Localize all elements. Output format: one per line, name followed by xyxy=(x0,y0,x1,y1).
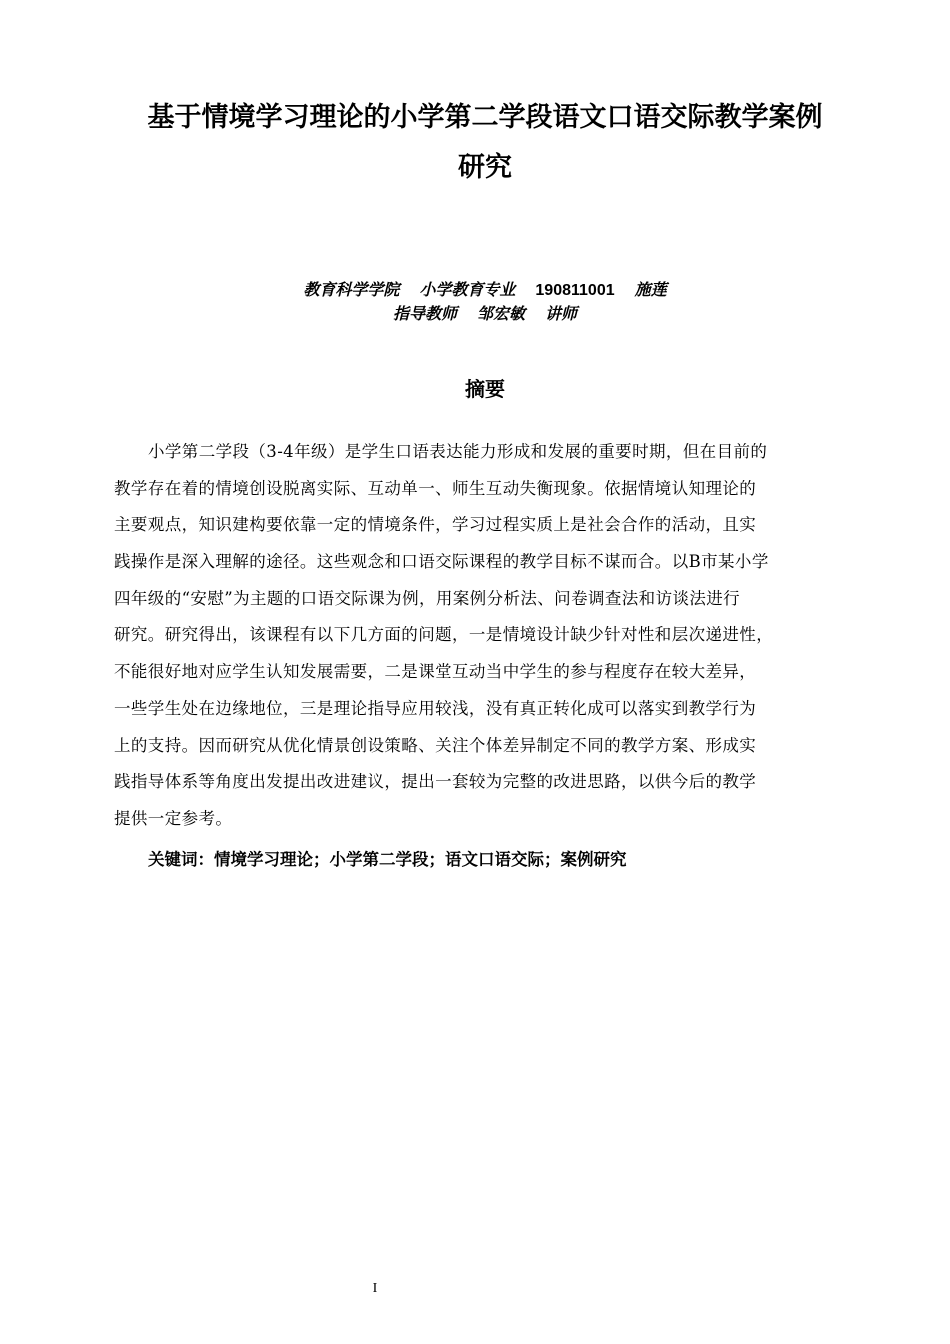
abstract-line: 小学第二学段（3-4年级）是学生口语表达能力形成和发展的重要时期，但在目前的 xyxy=(148,442,768,461)
advisor-title: 讲师 xyxy=(545,304,578,323)
abstract-heading: 摘要 xyxy=(465,377,505,401)
advisor-label: 指导教师 xyxy=(392,304,457,323)
abstract-line: 研究。研究得出，该课程有以下几方面的问题，一是情境设计缺少针对性和层次递进性， xyxy=(114,625,774,645)
author-school: 教育科学学院 xyxy=(303,280,400,299)
abstract-line: 四年级的“安慰”为主题的口语交际课为例，用案例分析法、问卷调查法和访谈法进行 xyxy=(114,588,741,608)
abstract-line: 一些学生处在边缘地位，三是理论指导应用较浅，没有真正转化成可以落实到教学行为 xyxy=(114,698,757,718)
keywords: 关键词：情境学习理论；小学第二学段；语文口语交际；案例研究 xyxy=(148,850,627,869)
abstract-line: 教学存在着的情境创设脱离实际、互动单一、师生互动失衡现象。依据情境认知理论的 xyxy=(114,478,757,498)
abstract-line: 不能很好地对应学生认知发展需要，二是课堂互动当中学生的参与程度存在较大差异， xyxy=(114,662,757,682)
author-student-id: 190811001 xyxy=(535,282,615,299)
author-info xyxy=(100,279,870,302)
document-title-line-2: 研究 xyxy=(458,152,512,183)
advisor-info xyxy=(100,303,870,325)
abstract-line: 上的支持。因而研究从优化情景创设策略、关注个体差异制定不同的教学方案、形成实 xyxy=(114,735,757,755)
document-title-line-1: 基于情境学习理论的小学第二学段语文口语交际教学案例 xyxy=(147,102,823,133)
advisor-name: 邹宏敏 xyxy=(476,304,525,323)
author-major: 小学教育专业 xyxy=(419,280,516,299)
abstract-body xyxy=(114,437,862,841)
abstract-line: 主要观点，知识建构要依靠一定的情境条件，学习过程实质上是社会合作的活动，且实 xyxy=(114,515,757,535)
page-number: I xyxy=(372,1281,378,1296)
abstract-line: 践指导体系等角度出发提出改进建议，提出一套较为完整的改进思路，以供今后的教学 xyxy=(114,772,757,792)
abstract-line: 提供一定参考。 xyxy=(114,808,233,828)
abstract-line: 践操作是深入理解的途径。这些观念和口语交际课程的教学目标不谋而合。以B市某小学 xyxy=(114,552,769,572)
author-name: 施莲 xyxy=(634,280,667,299)
